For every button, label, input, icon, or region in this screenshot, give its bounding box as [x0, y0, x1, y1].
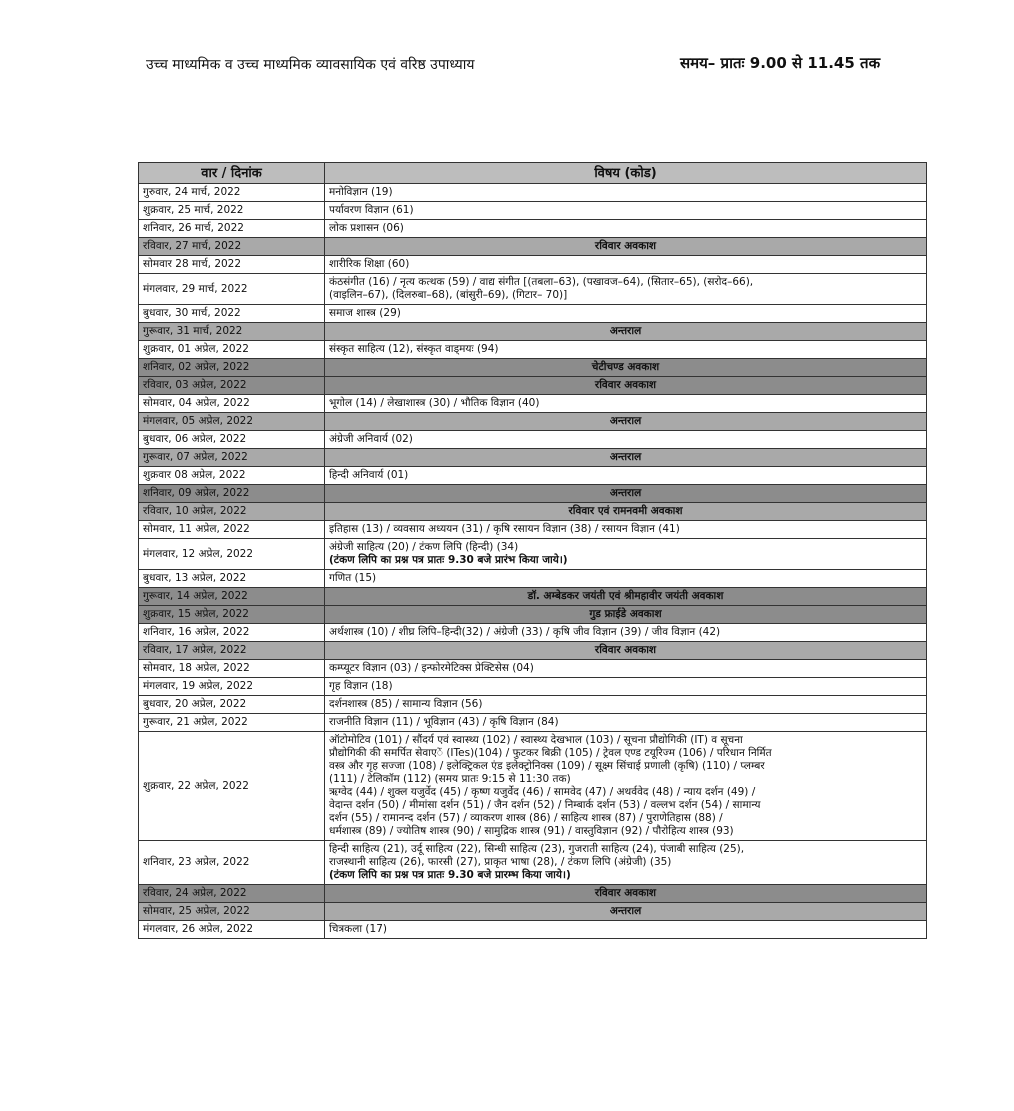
table-row — [139, 238, 927, 256]
row-date: सोमवार, 04 अप्रेल, 2022 — [139, 395, 325, 413]
row-subjects — [325, 841, 927, 885]
row-subjects — [325, 323, 927, 341]
row-date: मंगलवार, 12 अप्रेल, 2022 — [139, 539, 325, 570]
table-row — [139, 660, 927, 678]
row-date: सोमवार, 11 अप्रेल, 2022 — [139, 521, 325, 539]
subject-line: धर्मशास्त्र (89) / ज्योतिष शास्त्र (90) / सामुद्रिक शास्त्र (91) / वास्तुविज्ञान (92) / पौरोहित्य शास्त्र (93) — [329, 825, 734, 837]
subject-line: संस्कृत साहित्य (12), संस्कृत वाड्मयः (94) — [329, 343, 499, 355]
subject-line: कम्प्यूटर विज्ञान (03) / इन्फोरमेटिक्स प्रेक्टिसेस (04) — [329, 662, 534, 674]
row-date: बुधवार, 06 अप्रेल, 2022 — [139, 431, 325, 449]
row-date: रविवार, 10 अप्रेल, 2022 — [139, 503, 325, 521]
row-subjects — [325, 238, 927, 256]
row-date: शनिवार, 26 मार्च, 2022 — [139, 220, 325, 238]
row-date: शुक्रवार 08 अप्रेल, 2022 — [139, 467, 325, 485]
table-row — [139, 885, 927, 903]
subject-line: राजनीति विज्ञान (11) / भूविज्ञान (43) / कृषि विज्ञान (84) — [329, 716, 559, 728]
row-subjects — [325, 305, 927, 323]
subject-line: दर्शन (55) / रामानन्द दर्शन (57) / व्याकरण शास्त्र (86) / साहित्य शास्त्र (87) / पुराणेतिहास (88) / — [329, 812, 723, 824]
row-date: रविवार, 24 अप्रेल, 2022 — [139, 885, 325, 903]
table-row — [139, 539, 927, 570]
row-date: सोमवार, 25 अप्रेल, 2022 — [139, 903, 325, 921]
row-subjects — [325, 449, 927, 467]
row-subjects — [325, 377, 927, 395]
column-header-day: वार / दिनांक — [139, 163, 325, 184]
row-subjects — [325, 539, 927, 570]
column-header-subject: विषय (कोड) — [325, 163, 927, 184]
subject-line: चित्रकला (17) — [329, 923, 387, 935]
subject-line: पर्यावरण विज्ञान (61) — [329, 204, 414, 216]
subject-line: गृह विज्ञान (18) — [329, 680, 393, 692]
subject-line: रविवार अवकाश — [594, 887, 657, 899]
row-date: गुरूवार, 21 अप्रेल, 2022 — [139, 714, 325, 732]
table-row — [139, 606, 927, 624]
exam-time: समय– प्रातः 9.00 से 11.45 तक — [680, 54, 881, 72]
table-row — [139, 732, 927, 841]
row-subjects — [325, 395, 927, 413]
table-row — [139, 202, 927, 220]
subject-line: हिन्दी अनिवार्य (01) — [329, 469, 409, 481]
subject-line: अंग्रेजी अनिवार्य (02) — [329, 433, 413, 445]
row-subjects — [325, 341, 927, 359]
row-subjects — [325, 467, 927, 485]
row-date: शनिवार, 23 अप्रेल, 2022 — [139, 841, 325, 885]
table-row — [139, 521, 927, 539]
subject-line: राजस्थानी साहित्य (26), फारसी (27), प्राकृत भाषा (28), / टंकण लिपि (अंग्रेजी) (35) — [329, 856, 672, 868]
row-date: शनिवार, 16 अप्रेल, 2022 — [139, 624, 325, 642]
row-date: बुधवार, 13 अप्रेल, 2022 — [139, 570, 325, 588]
table-row — [139, 323, 927, 341]
row-subjects — [325, 678, 927, 696]
row-date: सोमवार 28 मार्च, 2022 — [139, 256, 325, 274]
subject-line: अन्तराल — [609, 905, 642, 917]
table-row — [139, 624, 927, 642]
subject-line: चेटीचण्ड अवकाश — [591, 361, 660, 373]
row-subjects — [325, 431, 927, 449]
row-subjects — [325, 256, 927, 274]
row-date: गुरूवार, 14 अप्रेल, 2022 — [139, 588, 325, 606]
row-subjects — [325, 696, 927, 714]
subject-line: अन्तराल — [609, 487, 642, 499]
row-date: रविवार, 27 मार्च, 2022 — [139, 238, 325, 256]
subject-line: कंठसंगीत (16) / नृत्य कत्थक (59) / वाद्य संगीत [(तबला–63), (पखावज–64), (सितार–65), (सरोद–66), — [329, 276, 754, 288]
typing-note: (टंकण लिपि का प्रश्न पत्र प्रातः 9.30 बजे प्रारम्भ किया जाये।) — [329, 869, 571, 881]
table-row — [139, 449, 927, 467]
subject-line: डॉ. अम्बेडकर जयंती एवं श्रीमहावीर जयंती अवकाश — [527, 590, 724, 602]
row-date: शुक्रवार, 15 अप्रेल, 2022 — [139, 606, 325, 624]
subject-line: अन्तराल — [609, 325, 642, 337]
table-row — [139, 256, 927, 274]
table-row — [139, 841, 927, 885]
table-row — [139, 341, 927, 359]
subject-line: अंग्रेजी साहित्य (20) / टंकण लिपि (हिन्दी) (34) — [329, 541, 519, 553]
row-date: मंगलवार, 19 अप्रेल, 2022 — [139, 678, 325, 696]
row-subjects — [325, 521, 927, 539]
row-subjects — [325, 503, 927, 521]
table-row — [139, 395, 927, 413]
row-subjects — [325, 413, 927, 431]
row-date: बुधवार, 30 मार्च, 2022 — [139, 305, 325, 323]
subject-line: इतिहास (13) / व्यवसाय अध्ययन (31) / कृषि रसायन विज्ञान (38) / रसायन विज्ञान (41) — [329, 523, 680, 535]
row-date: मंगलवार, 29 मार्च, 2022 — [139, 274, 325, 305]
subject-line: ऋग्वेद (44) / शुक्ल यजुर्वेद (45) / कृष्ण यजुर्वेद (46) / सामवेद (47) / अथर्ववेद (48) / न्याय दर्शन (49) / — [329, 786, 756, 798]
subject-line: अर्थशास्त्र (10) / शीघ्र लिपि–हिन्दी(32) / अंग्रेजी (33) / कृषि जीव विज्ञान (39) / जीव विज्ञान (42) — [329, 626, 721, 638]
row-date: शुक्रवार, 22 अप्रेल, 2022 — [139, 732, 325, 841]
subject-line: रविवार अवकाश — [594, 379, 657, 391]
subject-line: समाज शास्त्र (29) — [329, 307, 401, 319]
row-subjects — [325, 903, 927, 921]
subject-line: (वाइलिन–67), (दिलरुबा–68), (बांसुरी–69), (गिटार– 70)] — [329, 289, 568, 301]
subject-line: गणित (15) — [329, 572, 377, 584]
exam-title: उच्च माध्यमिक व उच्च माध्यमिक व्यावसायिक एवं वरिष्ठ उपाध्याय — [146, 57, 475, 73]
table-row — [139, 184, 927, 202]
table-row — [139, 903, 927, 921]
subject-line: गुड फ्राईडे अवकाश — [589, 608, 662, 620]
row-subjects — [325, 660, 927, 678]
subject-line: लोक प्रशासन (06) — [329, 222, 404, 234]
table-row — [139, 431, 927, 449]
row-subjects — [325, 359, 927, 377]
row-subjects — [325, 624, 927, 642]
table-row — [139, 377, 927, 395]
table-row — [139, 467, 927, 485]
row-date: गुरुवार, 24 मार्च, 2022 — [139, 184, 325, 202]
table-row — [139, 696, 927, 714]
row-date: शुक्रवार, 25 मार्च, 2022 — [139, 202, 325, 220]
table-row — [139, 678, 927, 696]
row-date: शुक्रवार, 01 अप्रेल, 2022 — [139, 341, 325, 359]
table-row — [139, 588, 927, 606]
row-subjects — [325, 202, 927, 220]
table-row — [139, 220, 927, 238]
row-date: शनिवार, 09 अप्रेल, 2022 — [139, 485, 325, 503]
table-row — [139, 921, 927, 939]
table-row — [139, 485, 927, 503]
row-subjects — [325, 714, 927, 732]
table-header-row — [139, 163, 927, 184]
table-row — [139, 570, 927, 588]
subject-line: अन्तराल — [609, 415, 642, 427]
row-date: मंगलवार, 05 अप्रेल, 2022 — [139, 413, 325, 431]
subject-line: वेदान्त दर्शन (50) / मीमांसा दर्शन (51) / जैन दर्शन (52) / निम्बार्क दर्शन (53) / वल्लभ दर्शन (54) / सामान्य — [329, 799, 761, 811]
row-subjects — [325, 570, 927, 588]
subject-line: शारीरिक शिक्षा (60) — [329, 258, 410, 270]
typing-note: (टंकण लिपि का प्रश्न पत्र प्रातः 9.30 बजे प्रारंभ किया जाये।) — [329, 554, 568, 566]
row-subjects — [325, 485, 927, 503]
subject-line: रविवार एवं रामनवमी अवकाश — [568, 505, 683, 517]
table-row — [139, 305, 927, 323]
exam-schedule-table — [138, 162, 927, 939]
row-subjects — [325, 642, 927, 660]
subject-line: ऑटोमोटिव (101) / सौंदर्य एवं स्वास्थ्य (102) / स्वास्थ्य देखभाल (103) / सूचना प्रौद्योगिकी (IT) व सूचना — [329, 734, 743, 746]
row-subjects — [325, 921, 927, 939]
row-date: मंगलवार, 26 अप्रेल, 2022 — [139, 921, 325, 939]
row-date: सोमवार, 18 अप्रेल, 2022 — [139, 660, 325, 678]
table-row — [139, 642, 927, 660]
subject-line: रविवार अवकाश — [594, 644, 657, 656]
row-date: गुरूवार, 31 मार्च, 2022 — [139, 323, 325, 341]
row-date: गुरूवार, 07 अप्रेल, 2022 — [139, 449, 325, 467]
row-subjects — [325, 184, 927, 202]
row-date: रविवार, 03 अप्रेल, 2022 — [139, 377, 325, 395]
row-subjects — [325, 588, 927, 606]
subject-line: (111) / टेलिकॉम (112) (समय प्रातः 9:15 से 11:30 तक) — [329, 773, 571, 785]
row-subjects — [325, 885, 927, 903]
subject-line: वस्त्र और गृह सज्जा (108) / इलेक्ट्रिकल एंड इलेक्ट्रोनिक्स (109) / सूक्ष्म सिंचाई प्रणाली (कृषि) (110) / प्लम्बर — [329, 760, 765, 772]
table-row — [139, 413, 927, 431]
subject-line: मनोविज्ञान (19) — [329, 186, 393, 198]
subject-line: रविवार अवकाश — [594, 240, 657, 252]
table-row — [139, 359, 927, 377]
row-subjects — [325, 732, 927, 841]
row-date: रविवार, 17 अप्रेल, 2022 — [139, 642, 325, 660]
row-date: बुधवार, 20 अप्रेल, 2022 — [139, 696, 325, 714]
row-subjects — [325, 220, 927, 238]
row-subjects — [325, 606, 927, 624]
subject-line: भूगोल (14) / लेखाशास्त्र (30) / भौतिक विज्ञान (40) — [329, 397, 540, 409]
row-date: शनिवार, 02 अप्रेल, 2022 — [139, 359, 325, 377]
subject-line: दर्शनशास्त्र (85) / सामान्य विज्ञान (56) — [329, 698, 483, 710]
subject-line: अन्तराल — [609, 451, 642, 463]
row-subjects — [325, 274, 927, 305]
subject-line: प्रौद्योगिकी की समर्पित सेवाएें (ITes)(104) / फुटकर बिक्री (105) / ट्रेवल एण्ड टयूरिज्म (106) / परिधान निर्मित — [329, 747, 772, 759]
table-row — [139, 714, 927, 732]
table-row — [139, 274, 927, 305]
table-row — [139, 503, 927, 521]
subject-line: हिन्दी साहित्य (21), उर्दू साहित्य (22), सिन्धी साहित्य (23), गुजराती साहित्य (24), पंजाबी साहित्य (25), — [329, 843, 745, 855]
